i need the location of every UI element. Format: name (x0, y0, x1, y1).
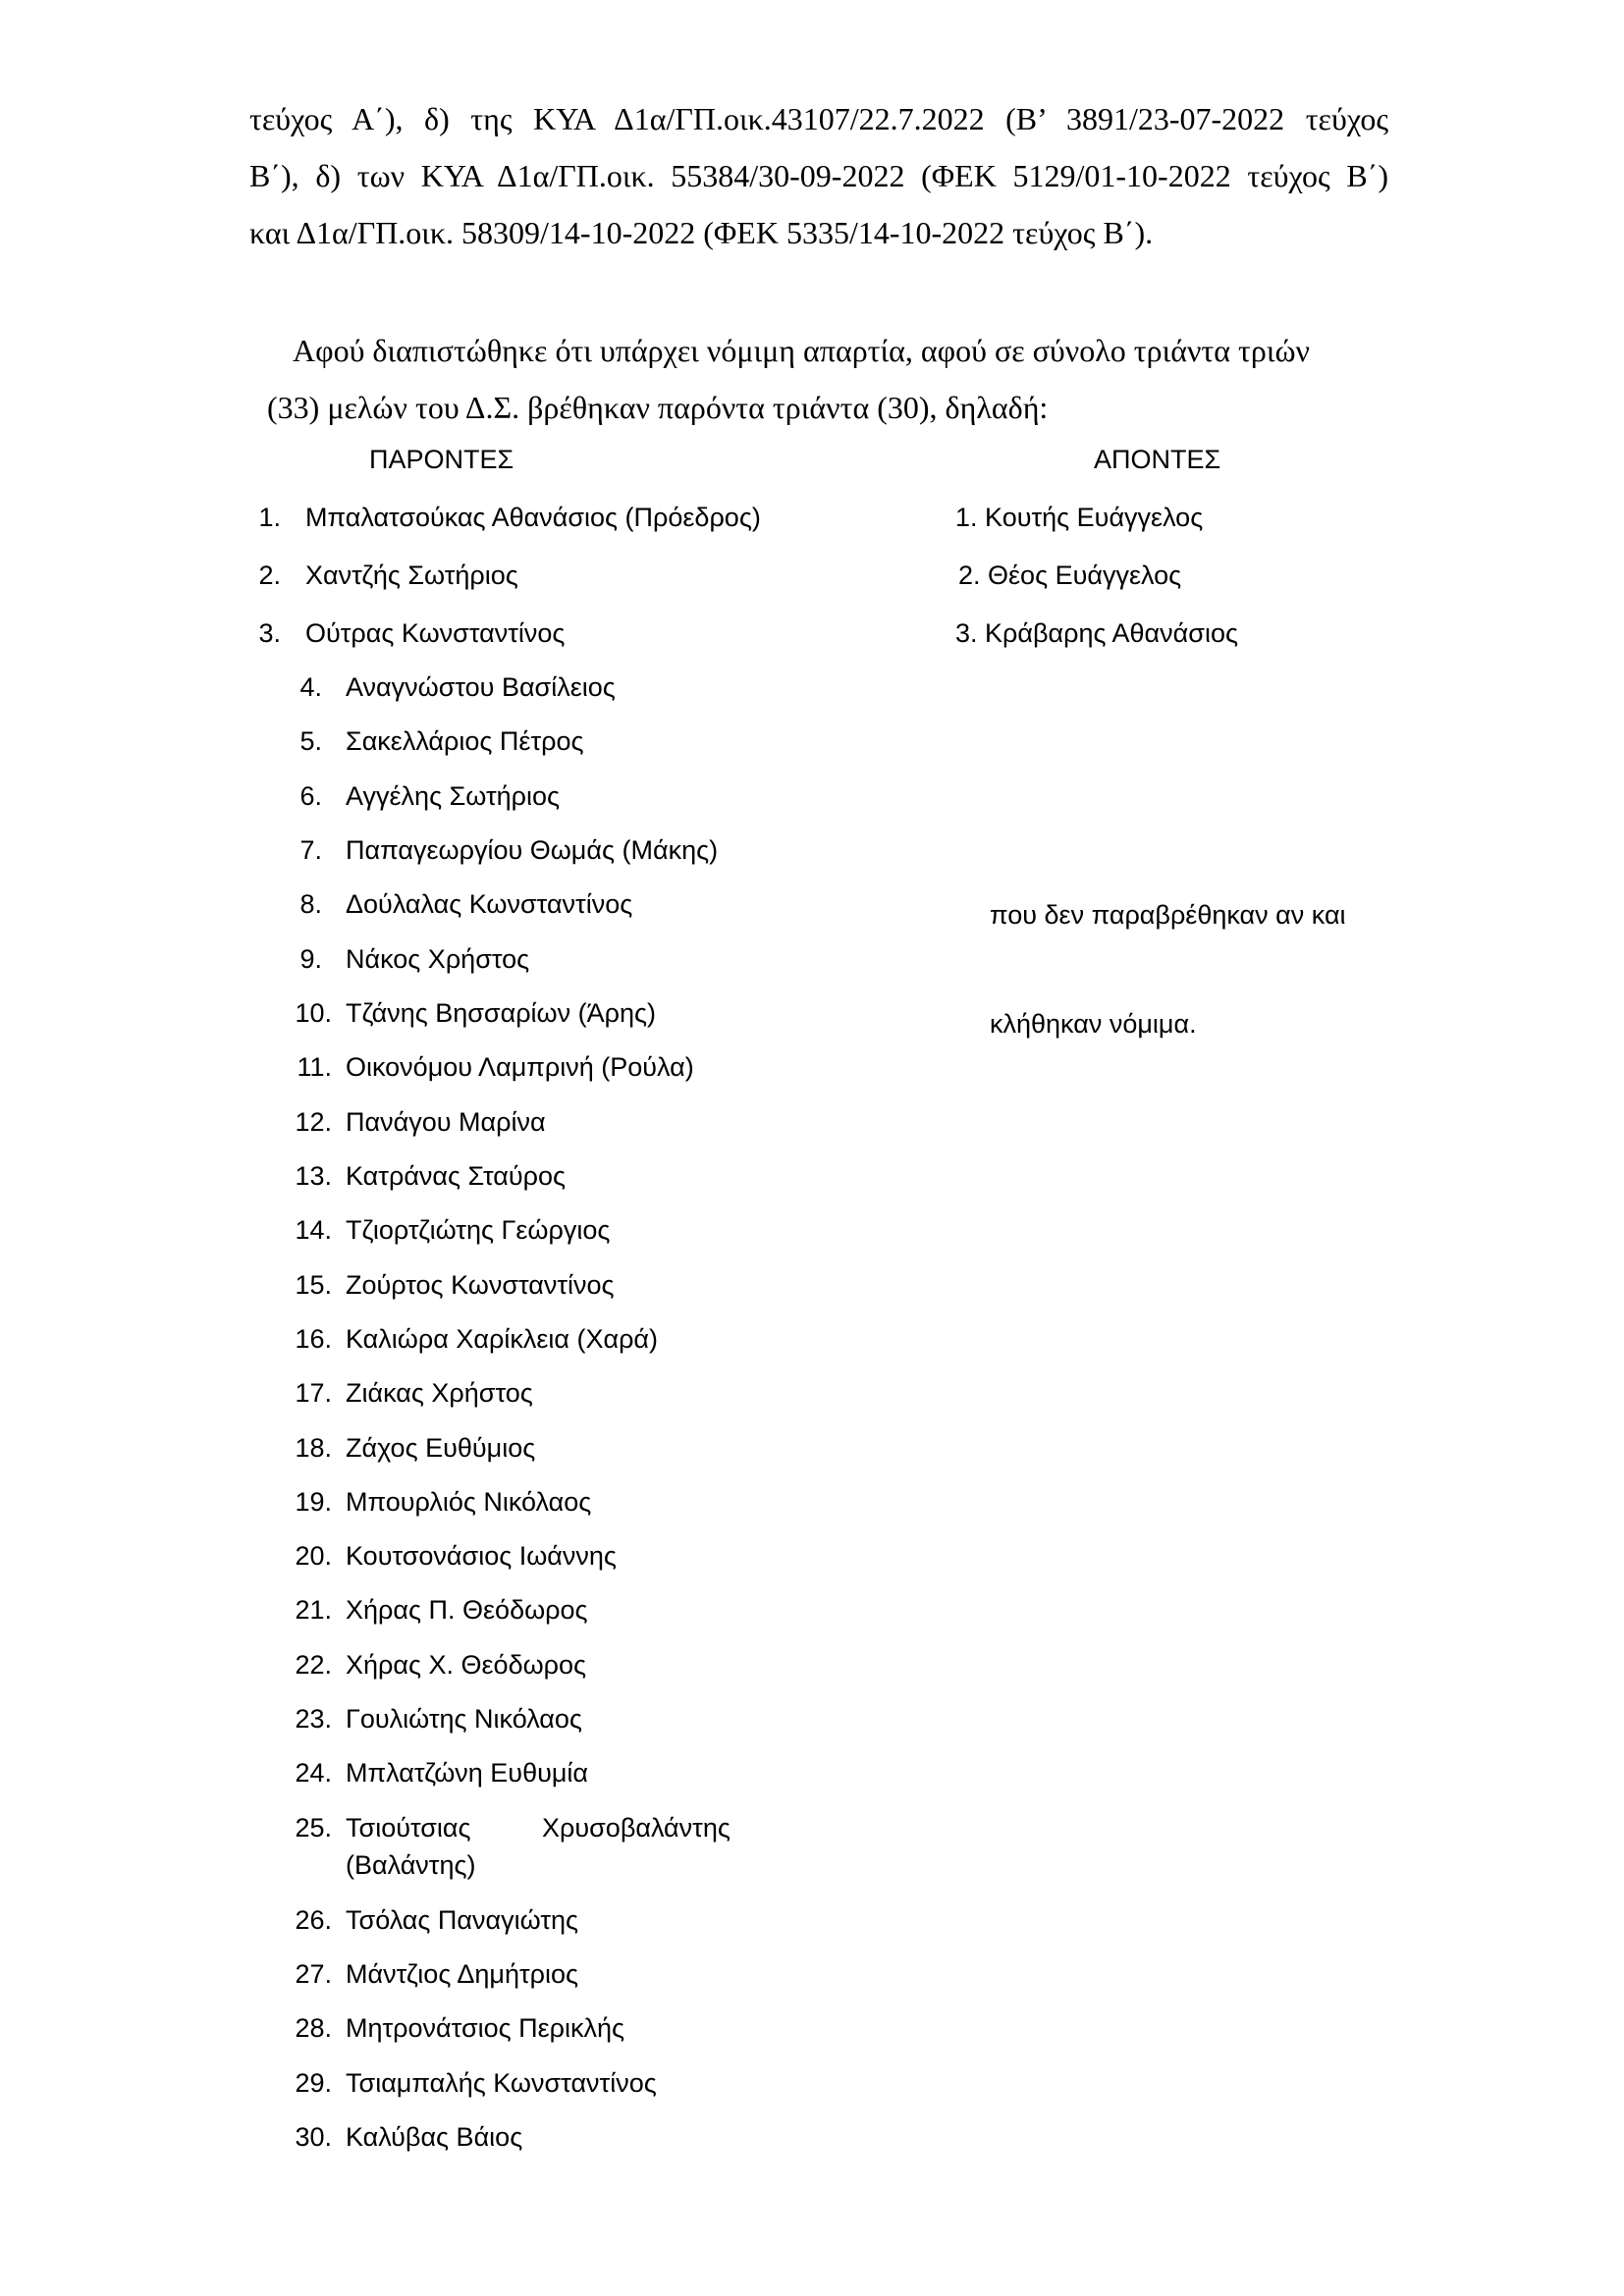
member-name: Μπλατζώνη Ευθυμία (346, 1758, 589, 1788)
item-number: 3. (258, 618, 281, 648)
item-number: 17. (295, 1378, 332, 1408)
member-name: Χήρας Χ. Θεόδωρος (346, 1650, 587, 1680)
absent-header: ΑΠΟΝΤΕΣ (1094, 445, 1221, 474)
member-name-part: (Βαλάντης) (346, 1850, 476, 1880)
intro-line: και Δ1α/ΓΠ.οικ. 58309/14-10-2022 (ΦΕΚ 5335/14-10-2022 τεύχος Β΄). (249, 215, 1154, 250)
member-name: Νάκος Χρήστος (346, 944, 530, 974)
member-name: Αναγνώστου Βασίλειος (346, 672, 616, 702)
member-name: Τζάνης Βησσαρίων (Άρης) (346, 998, 657, 1028)
member-name: Ζάχος Ευθύμιος (346, 1433, 536, 1463)
member-name: Χήρας Π. Θεόδωρος (346, 1595, 588, 1625)
intro-line: τεύχος Α΄), δ) της ΚΥΑ Δ1α/ΓΠ.οικ.43107/22.7.2022 (Β’ 3891/23-07-2022 τεύχος (249, 101, 1388, 136)
member-name: Δούλαλας Κωνσταντίνος (346, 889, 633, 919)
member-name: Κουτσονάσιος Ιωάννης (346, 1541, 617, 1571)
member-name: Καλύβας Βάιος (346, 2122, 523, 2152)
member-name: Ζιάκας Χρήστος (346, 1378, 533, 1408)
member-name: Ούτρας Κωνσταντίνος (305, 618, 566, 648)
intro-paragraph (249, 90, 1388, 261)
member-name-part: Χρυσοβαλάντης (542, 1813, 731, 1842)
item-number: 29. (295, 2068, 332, 2098)
item-number: 7. (299, 835, 322, 865)
item-number: 20. (295, 1541, 332, 1571)
member-name: Χαντζής Σωτήριος (305, 561, 518, 590)
absent-note-line-1: που δεν παραβρέθηκαν αν και (990, 900, 1346, 930)
item-number: 12. (295, 1107, 332, 1137)
intro-line: Β΄), δ) των ΚΥΑ Δ1α/ΓΠ.οικ. 55384/30-09-2022 (ΦΕΚ 5129/01-10-2022 τεύχος Β΄) (249, 158, 1388, 193)
item-number: 24. (295, 1758, 332, 1788)
member-name: Τσόλας Παναγιώτης (346, 1905, 579, 1935)
item-number: 15. (295, 1270, 332, 1300)
member-name: Ζούρτος Κωνσταντίνος (346, 1270, 615, 1300)
item-number: 4. (299, 672, 322, 702)
member-name: Αγγέλης Σωτήριος (346, 781, 561, 811)
quorum-line-2: (33) μελών του Δ.Σ. βρέθηκαν παρόντα τριάντα (30), δηλαδή: (267, 390, 1049, 425)
member-name: Οικονόμου Λαμπρινή (Ρούλα) (346, 1052, 694, 1082)
item-number: 30. (295, 2122, 332, 2152)
item-number: 8. (299, 889, 322, 919)
member-name: Τσιούτσιας (346, 1813, 471, 1842)
member-name: Μάντζιος Δημήτριος (346, 1959, 579, 1989)
item-number: 5. (299, 726, 322, 756)
item-number: 13. (295, 1161, 332, 1191)
absent-item: 3. Κράβαρης Αθανάσιος (955, 618, 1238, 648)
member-name: Μπαλατσούκας Αθανάσιος (Πρόεδρος) (305, 503, 761, 532)
absent-item: 2. Θέος Ευάγγελος (958, 561, 1182, 590)
member-name: Γουλιώτης Νικόλαος (346, 1704, 582, 1734)
member-name: Μπουρλιός Νικόλαος (346, 1487, 592, 1517)
item-number: 25. (295, 1813, 332, 1842)
item-number: 21. (295, 1595, 332, 1625)
quorum-line-1: Αφού διαπιστώθηκε ότι υπάρχει νόμιμη απαρτία, αφού σε σύνολο τριάντα τριών (293, 333, 1311, 368)
member-name: Σακελλάριος Πέτρος (346, 726, 584, 756)
member-name: Τζιορτζιώτης Γεώργιος (346, 1215, 611, 1245)
item-number: 16. (295, 1324, 332, 1354)
item-number: 19. (295, 1487, 332, 1517)
item-number: 27. (295, 1959, 332, 1989)
member-name: Πανάγου Μαρίνα (346, 1107, 546, 1137)
member-name: Τσιαμπαλής Κωνσταντίνος (346, 2068, 657, 2098)
item-number: 28. (295, 2013, 332, 2043)
member-name: Μητρονάτσιος Περικλής (346, 2013, 625, 2043)
item-number: 23. (295, 1704, 332, 1734)
absent-item: 1. Κουτής Ευάγγελος (955, 503, 1204, 532)
item-number: 2. (258, 561, 281, 590)
item-number: 22. (295, 1650, 332, 1680)
member-name: Κατράνας Σταύρος (346, 1161, 566, 1191)
item-number: 26. (295, 1905, 332, 1935)
quorum-paragraph (267, 322, 1386, 436)
item-number: 1. (258, 503, 281, 532)
member-name: Καλιώρα Χαρίκλεια (Χαρά) (346, 1324, 659, 1354)
present-header: ΠΑΡΟΝΤΕΣ (369, 445, 514, 474)
member-name: Παπαγεωργίου Θωμάς (Μάκης) (346, 835, 719, 865)
item-number: 11. (297, 1052, 332, 1082)
item-number: 10. (295, 998, 332, 1028)
absent-note-line-2: κλήθηκαν νόμιμα. (990, 1009, 1197, 1039)
item-number: 9. (299, 944, 322, 974)
item-number: 18. (295, 1433, 332, 1463)
item-number: 14. (295, 1215, 332, 1245)
item-number: 6. (299, 781, 322, 811)
